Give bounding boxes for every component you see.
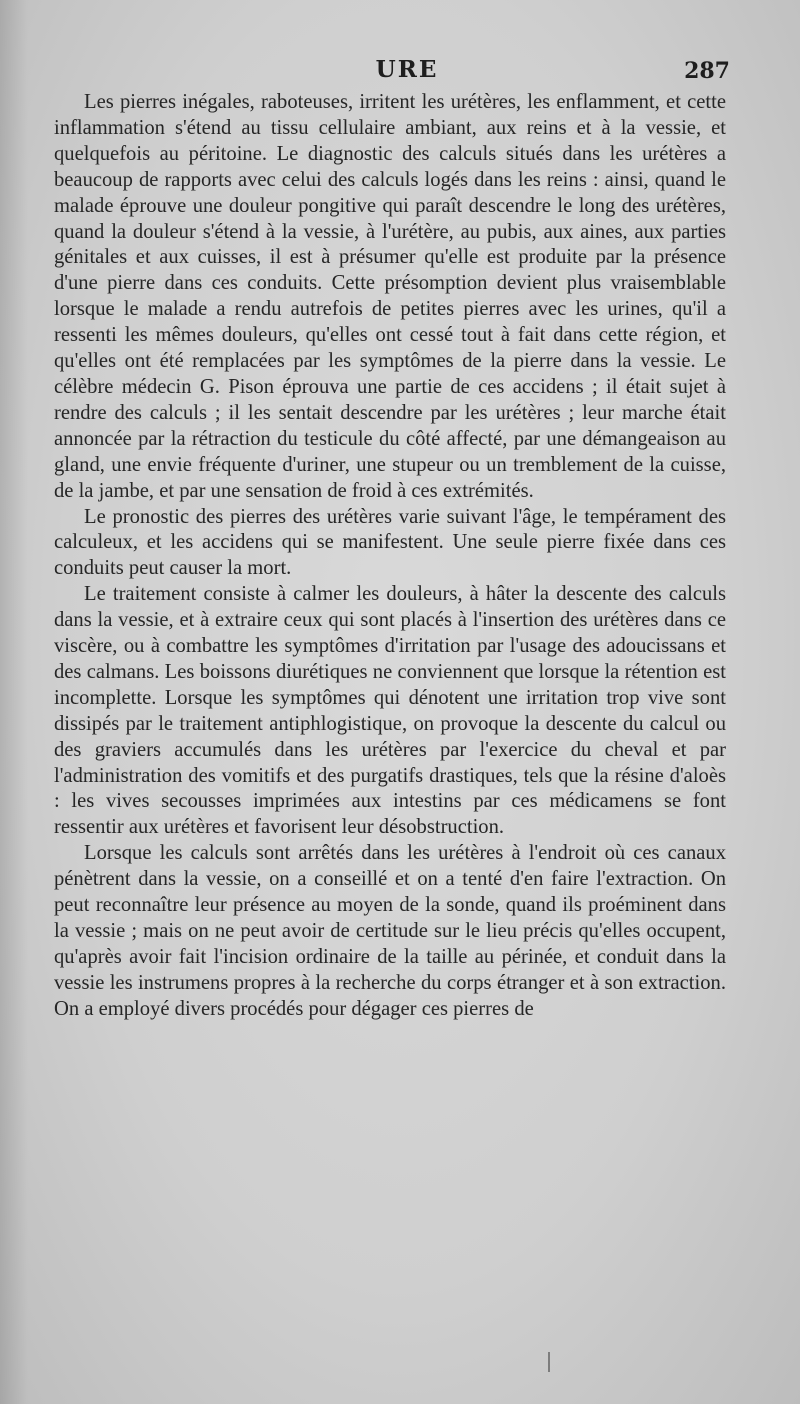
page-header — [84, 56, 730, 88]
page-number: 287 — [684, 58, 730, 84]
ink-speck — [548, 1352, 550, 1372]
body-text — [54, 90, 726, 1023]
paragraph-calculs-diagnostic: Les pierres inégales, raboteuses, irritent les urétères, les enflamment, et cette inflammation s'étend au tissu cellulaire ambiant, aux reins et à la vessie, et quelquefois au péritoine. Le diagnostic des calculs situés dans les urétères a beaucoup de rapports avec celui des calculs logés dans les reins : ainsi, quand le malade éprouve une douleur pongitive qui paraît descendre le long des urétères, quand la douleur s'étend à la vessie, à l'urétère, au pubis, aux aines, aux parties génitales et aux cuisses, il est à présumer qu'elle est produite par la présence d'une pierre dans ces conduits. Cette présomption devient plus vraisemblable lorsque le malade a rendu autrefois de petites pierres avec les urines, qu'il a ressenti les mêmes douleurs, qu'elles ont cessé tout à fait dans cette région, et qu'elles ont été remplacées par les symptômes de la pierre dans la vessie. Le célèbre médecin G. Pison éprouva une partie de ces accidens ; il était sujet à rendre des calculs ; il les sentait descendre par les urétères ; leur marche était annoncée par la rétraction du testicule du côté affecté, par une démangeaison au gland, une envie fréquente d'uriner, une stupeur ou un tremblement de la cuisse, de la jambe, et par une sensation de froid à ces extrémités. — [54, 91, 726, 502]
running-head: URE — [375, 56, 439, 83]
spine-shadow — [0, 0, 28, 1404]
paragraph-extraction: Lorsque les calculs sont arrêtés dans les urétères à l'endroit où ces canaux pénètrent dans la vessie, on a conseillé et on a tenté d'en faire l'extraction. On peut reconnaître leur présence au moyen de la sonde, quand ils proéminent dans la vessie ; mais on ne peut avoir de certitude sur le lieu précis qu'elles occupent, qu'après avoir fait l'incision ordinaire de la taille au périnée, et conduit dans la vessie les instrumens propres à la recherche du corps étranger et à son extraction. On a employé divers procédés pour dégager ces pierres de — [54, 842, 726, 1020]
paragraph-pronostic: Le pronostic des pierres des urétères varie suivant l'âge, le tempérament des calculeux, et les accidens qui se manifestent. Une seule pierre fixée dans ces conduits peut causer la mort. — [54, 505, 726, 580]
paragraph-traitement: Le traitement consiste à calmer les douleurs, à hâter la descente des calculs dans la vessie, et à extraire ceux qui sont placés à l'insertion des urétères dans ce viscère, ou à combattre les symptômes d'irritation par l'usage des adoucissans et des calmans. Les boissons diurétiques ne conviennent que lorsque la rétention est incomplette. Lorsque les symptômes qui dénotent une irritation trop vive sont dissipés par le traitement antiphlogistique, on provoque la descente du calcul ou des graviers accumulés dans les urétères par l'exercice du cheval et par l'administration des vomitifs et des purgatifs drastiques, tels que la résine d'aloès : les vives secousses imprimées aux intestins par ces médicamens se font ressentir aux urétères et favorisent leur désobstruction. — [54, 583, 726, 839]
